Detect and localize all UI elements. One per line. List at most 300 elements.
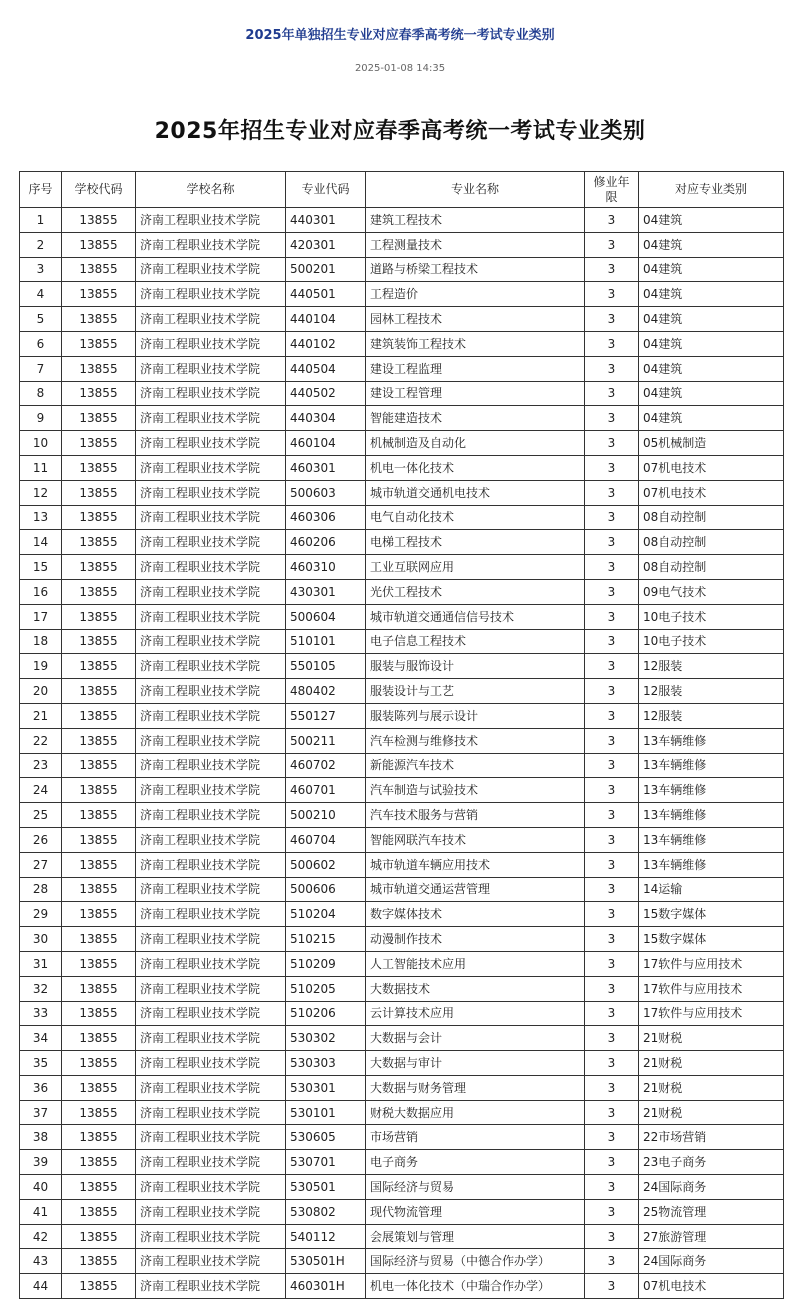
cell-years: 3	[585, 976, 639, 1001]
cell-major-name: 工业互联网应用	[366, 555, 585, 580]
cell-school-name: 济南工程职业技术学院	[136, 629, 286, 654]
table-row	[20, 1001, 784, 1026]
cell-seq: 9	[20, 406, 62, 431]
cell-category: 04建筑	[639, 406, 784, 431]
cell-school-code: 13855	[62, 505, 136, 530]
cell-school-name: 济南工程职业技术学院	[136, 1150, 286, 1175]
cell-seq: 20	[20, 679, 62, 704]
cell-school-code: 13855	[62, 431, 136, 456]
document-heading: 2025年招生专业对应春季高考统一考试专业类别	[154, 119, 646, 144]
cell-years: 3	[585, 282, 639, 307]
cell-category: 04建筑	[639, 208, 784, 233]
cell-category: 12服装	[639, 703, 784, 728]
cell-school-name: 济南工程职业技术学院	[136, 356, 286, 381]
table-row	[20, 1249, 784, 1274]
cell-seq: 43	[20, 1249, 62, 1274]
cell-years: 3	[585, 951, 639, 976]
cell-major-name: 智能建造技术	[366, 406, 585, 431]
cell-school-code: 13855	[62, 232, 136, 257]
cell-major-code: 500201	[286, 257, 366, 282]
cell-school-name: 济南工程职业技术学院	[136, 951, 286, 976]
cell-school-name: 济南工程职业技术学院	[136, 827, 286, 852]
header-major-name: 专业名称	[366, 172, 585, 208]
cell-school-name: 济南工程职业技术学院	[136, 753, 286, 778]
cell-school-code: 13855	[62, 976, 136, 1001]
cell-school-code: 13855	[62, 307, 136, 332]
cell-years: 3	[585, 232, 639, 257]
cell-years: 3	[585, 728, 639, 753]
cell-years: 3	[585, 208, 639, 233]
cell-category: 21财税	[639, 1100, 784, 1125]
cell-school-code: 13855	[62, 1150, 136, 1175]
table-row	[20, 827, 784, 852]
cell-school-name: 济南工程职业技术学院	[136, 406, 286, 431]
cell-category: 04建筑	[639, 232, 784, 257]
cell-category: 10电子技术	[639, 604, 784, 629]
cell-school-name: 济南工程职业技术学院	[136, 703, 286, 728]
cell-years: 3	[585, 1175, 639, 1200]
cell-major-name: 光伏工程技术	[366, 579, 585, 604]
cell-school-code: 13855	[62, 927, 136, 952]
cell-school-code: 13855	[62, 703, 136, 728]
table-row	[20, 1100, 784, 1125]
cell-major-name: 电梯工程技术	[366, 530, 585, 555]
cell-category: 15数字媒体	[639, 902, 784, 927]
cell-major-name: 机电一体化技术	[366, 455, 585, 480]
cell-category: 13车辆维修	[639, 728, 784, 753]
cell-seq: 27	[20, 852, 62, 877]
cell-school-name: 济南工程职业技术学院	[136, 604, 286, 629]
cell-major-name: 城市轨道交通机电技术	[366, 480, 585, 505]
cell-seq: 8	[20, 381, 62, 406]
cell-seq: 33	[20, 1001, 62, 1026]
cell-major-code: 480402	[286, 679, 366, 704]
cell-major-name: 汽车检测与维修技术	[366, 728, 585, 753]
cell-school-name: 济南工程职业技术学院	[136, 1051, 286, 1076]
cell-major-code: 460104	[286, 431, 366, 456]
cell-school-name: 济南工程职业技术学院	[136, 331, 286, 356]
cell-years: 3	[585, 803, 639, 828]
cell-school-name: 济南工程职业技术学院	[136, 208, 286, 233]
cell-school-name: 济南工程职业技术学院	[136, 505, 286, 530]
cell-years: 3	[585, 1150, 639, 1175]
cell-major-name: 服装陈列与展示设计	[366, 703, 585, 728]
cell-major-name: 城市轨道交通运营管理	[366, 877, 585, 902]
cell-category: 04建筑	[639, 257, 784, 282]
cell-major-code: 440304	[286, 406, 366, 431]
cell-major-code: 510204	[286, 902, 366, 927]
cell-category: 24国际商务	[639, 1175, 784, 1200]
cell-school-name: 济南工程职业技术学院	[136, 1075, 286, 1100]
header-seq: 序号	[20, 172, 62, 208]
cell-school-name: 济南工程职业技术学院	[136, 1125, 286, 1150]
cell-major-name: 机械制造及自动化	[366, 431, 585, 456]
cell-years: 3	[585, 679, 639, 704]
cell-years: 3	[585, 406, 639, 431]
cell-seq: 40	[20, 1175, 62, 1200]
cell-major-code: 530101	[286, 1100, 366, 1125]
cell-years: 3	[585, 703, 639, 728]
cell-major-name: 建设工程管理	[366, 381, 585, 406]
cell-major-name: 智能网联汽车技术	[366, 827, 585, 852]
table-row	[20, 505, 784, 530]
cell-seq: 6	[20, 331, 62, 356]
cell-school-name: 济南工程职业技术学院	[136, 530, 286, 555]
cell-school-code: 13855	[62, 480, 136, 505]
cell-category: 21财税	[639, 1075, 784, 1100]
table-row	[20, 753, 784, 778]
table-row	[20, 1051, 784, 1076]
cell-major-code: 420301	[286, 232, 366, 257]
cell-school-name: 济南工程职业技术学院	[136, 257, 286, 282]
table-row	[20, 257, 784, 282]
table-row	[20, 1199, 784, 1224]
table-row	[20, 1075, 784, 1100]
table-row	[20, 1274, 784, 1299]
cell-seq: 22	[20, 728, 62, 753]
cell-school-name: 济南工程职业技术学院	[136, 232, 286, 257]
cell-school-code: 13855	[62, 331, 136, 356]
cell-major-code: 460701	[286, 778, 366, 803]
cell-school-code: 13855	[62, 1001, 136, 1026]
cell-major-code: 440104	[286, 307, 366, 332]
cell-years: 3	[585, 902, 639, 927]
cell-seq: 36	[20, 1075, 62, 1100]
cell-school-code: 13855	[62, 1249, 136, 1274]
cell-school-name: 济南工程职业技术学院	[136, 852, 286, 877]
cell-major-code: 440502	[286, 381, 366, 406]
cell-seq: 14	[20, 530, 62, 555]
cell-school-code: 13855	[62, 1199, 136, 1224]
cell-years: 3	[585, 1100, 639, 1125]
cell-category: 10电子技术	[639, 629, 784, 654]
cell-major-code: 430301	[286, 579, 366, 604]
cell-school-code: 13855	[62, 257, 136, 282]
cell-school-name: 济南工程职业技术学院	[136, 381, 286, 406]
cell-seq: 16	[20, 579, 62, 604]
cell-major-code: 500602	[286, 852, 366, 877]
cell-years: 3	[585, 852, 639, 877]
cell-school-code: 13855	[62, 778, 136, 803]
cell-seq: 34	[20, 1026, 62, 1051]
table-row	[20, 530, 784, 555]
table-row	[20, 728, 784, 753]
cell-category: 08自动控制	[639, 505, 784, 530]
cell-school-name: 济南工程职业技术学院	[136, 927, 286, 952]
cell-category: 27旅游管理	[639, 1224, 784, 1249]
cell-major-code: 500604	[286, 604, 366, 629]
cell-major-code: 550105	[286, 654, 366, 679]
cell-major-name: 电气自动化技术	[366, 505, 585, 530]
table-row	[20, 1150, 784, 1175]
cell-years: 3	[585, 1026, 639, 1051]
cell-seq: 39	[20, 1150, 62, 1175]
cell-category: 07机电技术	[639, 480, 784, 505]
cell-major-code: 510101	[286, 629, 366, 654]
cell-major-code: 530701	[286, 1150, 366, 1175]
cell-school-code: 13855	[62, 951, 136, 976]
cell-school-code: 13855	[62, 530, 136, 555]
cell-years: 3	[585, 654, 639, 679]
cell-seq: 35	[20, 1051, 62, 1076]
cell-category: 05机械制造	[639, 431, 784, 456]
cell-major-code: 460301H	[286, 1274, 366, 1299]
cell-seq: 21	[20, 703, 62, 728]
cell-major-code: 460301	[286, 455, 366, 480]
header-major-code: 专业代码	[286, 172, 366, 208]
cell-seq: 37	[20, 1100, 62, 1125]
cell-seq: 32	[20, 976, 62, 1001]
cell-major-code: 510205	[286, 976, 366, 1001]
cell-major-code: 500211	[286, 728, 366, 753]
cell-category: 21财税	[639, 1051, 784, 1076]
cell-category: 22市场营销	[639, 1125, 784, 1150]
cell-category: 12服装	[639, 679, 784, 704]
publish-date: 2025-01-08 14:35	[354, 63, 446, 74]
table-row	[20, 431, 784, 456]
cell-category: 08自动控制	[639, 555, 784, 580]
cell-major-name: 大数据与财务管理	[366, 1075, 585, 1100]
cell-school-code: 13855	[62, 803, 136, 828]
cell-years: 3	[585, 877, 639, 902]
cell-major-code: 460310	[286, 555, 366, 580]
cell-major-code: 440504	[286, 356, 366, 381]
header-category: 对应专业类别	[639, 172, 784, 208]
cell-major-name: 国际经济与贸易（中德合作办学）	[366, 1249, 585, 1274]
cell-seq: 44	[20, 1274, 62, 1299]
cell-seq: 25	[20, 803, 62, 828]
cell-school-code: 13855	[62, 852, 136, 877]
table-row	[20, 307, 784, 332]
cell-years: 3	[585, 431, 639, 456]
cell-years: 3	[585, 604, 639, 629]
cell-category: 13车辆维修	[639, 778, 784, 803]
cell-major-code: 530303	[286, 1051, 366, 1076]
cell-category: 08自动控制	[639, 530, 784, 555]
cell-years: 3	[585, 1224, 639, 1249]
header-school-code: 学校代码	[62, 172, 136, 208]
cell-seq: 23	[20, 753, 62, 778]
cell-years: 3	[585, 331, 639, 356]
cell-major-name: 汽车制造与试验技术	[366, 778, 585, 803]
table-row	[20, 331, 784, 356]
cell-school-code: 13855	[62, 877, 136, 902]
cell-school-code: 13855	[62, 455, 136, 480]
cell-school-name: 济南工程职业技术学院	[136, 1175, 286, 1200]
cell-years: 3	[585, 381, 639, 406]
cell-seq: 13	[20, 505, 62, 530]
cell-category: 07机电技术	[639, 455, 784, 480]
cell-seq: 3	[20, 257, 62, 282]
cell-category: 17软件与应用技术	[639, 976, 784, 1001]
table-row	[20, 803, 784, 828]
cell-school-code: 13855	[62, 555, 136, 580]
cell-seq: 31	[20, 951, 62, 976]
cell-school-name: 济南工程职业技术学院	[136, 307, 286, 332]
cell-major-code: 440501	[286, 282, 366, 307]
cell-category: 13车辆维修	[639, 827, 784, 852]
cell-school-name: 济南工程职业技术学院	[136, 728, 286, 753]
cell-major-code: 530501	[286, 1175, 366, 1200]
cell-seq: 10	[20, 431, 62, 456]
cell-school-name: 济南工程职业技术学院	[136, 431, 286, 456]
cell-category: 17软件与应用技术	[639, 1001, 784, 1026]
table-row	[20, 852, 784, 877]
table-row	[20, 555, 784, 580]
cell-major-code: 500603	[286, 480, 366, 505]
cell-years: 3	[585, 1199, 639, 1224]
cell-school-code: 13855	[62, 356, 136, 381]
cell-major-code: 460306	[286, 505, 366, 530]
cell-category: 09电气技术	[639, 579, 784, 604]
cell-school-code: 13855	[62, 1026, 136, 1051]
cell-major-code: 530605	[286, 1125, 366, 1150]
cell-years: 3	[585, 1274, 639, 1299]
table-row	[20, 282, 784, 307]
cell-years: 3	[585, 579, 639, 604]
cell-school-code: 13855	[62, 728, 136, 753]
cell-major-name: 人工智能技术应用	[366, 951, 585, 976]
cell-years: 3	[585, 555, 639, 580]
table-row	[20, 455, 784, 480]
cell-years: 3	[585, 257, 639, 282]
cell-school-code: 13855	[62, 629, 136, 654]
cell-school-name: 济南工程职业技术学院	[136, 455, 286, 480]
cell-major-name: 工程测量技术	[366, 232, 585, 257]
cell-school-name: 济南工程职业技术学院	[136, 1026, 286, 1051]
cell-school-name: 济南工程职业技术学院	[136, 282, 286, 307]
cell-years: 3	[585, 778, 639, 803]
table-row	[20, 208, 784, 233]
cell-seq: 38	[20, 1125, 62, 1150]
table-row	[20, 927, 784, 952]
cell-seq: 4	[20, 282, 62, 307]
cell-seq: 1	[20, 208, 62, 233]
cell-major-code: 500210	[286, 803, 366, 828]
cell-school-code: 13855	[62, 1100, 136, 1125]
cell-major-name: 建设工程监理	[366, 356, 585, 381]
cell-school-code: 13855	[62, 381, 136, 406]
table-header-row	[20, 172, 784, 208]
cell-category: 04建筑	[639, 282, 784, 307]
cell-seq: 2	[20, 232, 62, 257]
cell-school-name: 济南工程职业技术学院	[136, 654, 286, 679]
cell-school-code: 13855	[62, 654, 136, 679]
cell-school-name: 济南工程职业技术学院	[136, 1274, 286, 1299]
cell-category: 13车辆维修	[639, 803, 784, 828]
cell-category: 13车辆维修	[639, 753, 784, 778]
cell-major-name: 城市轨道交通通信信号技术	[366, 604, 585, 629]
cell-major-code: 460206	[286, 530, 366, 555]
cell-category: 25物流管理	[639, 1199, 784, 1224]
table-row	[20, 629, 784, 654]
cell-seq: 12	[20, 480, 62, 505]
cell-major-name: 建筑装饰工程技术	[366, 331, 585, 356]
table-row	[20, 1175, 784, 1200]
cell-seq: 30	[20, 927, 62, 952]
cell-major-code: 510209	[286, 951, 366, 976]
cell-years: 3	[585, 827, 639, 852]
cell-school-name: 济南工程职业技术学院	[136, 877, 286, 902]
cell-category: 15数字媒体	[639, 927, 784, 952]
cell-school-name: 济南工程职业技术学院	[136, 976, 286, 1001]
cell-major-name: 大数据技术	[366, 976, 585, 1001]
cell-major-name: 国际经济与贸易	[366, 1175, 585, 1200]
cell-school-name: 济南工程职业技术学院	[136, 679, 286, 704]
cell-school-code: 13855	[62, 902, 136, 927]
cell-major-name: 服装与服饰设计	[366, 654, 585, 679]
cell-school-name: 济南工程职业技术学院	[136, 803, 286, 828]
cell-category: 04建筑	[639, 307, 784, 332]
cell-seq: 18	[20, 629, 62, 654]
cell-category: 21财税	[639, 1026, 784, 1051]
cell-category: 07机电技术	[639, 1274, 784, 1299]
cell-school-name: 济南工程职业技术学院	[136, 1100, 286, 1125]
cell-school-code: 13855	[62, 1274, 136, 1299]
cell-category: 23电子商务	[639, 1150, 784, 1175]
cell-school-code: 13855	[62, 1175, 136, 1200]
cell-major-code: 460704	[286, 827, 366, 852]
cell-seq: 41	[20, 1199, 62, 1224]
table-row	[20, 406, 784, 431]
cell-school-name: 济南工程职业技术学院	[136, 579, 286, 604]
table-row	[20, 679, 784, 704]
cell-major-name: 电子信息工程技术	[366, 629, 585, 654]
cell-school-name: 济南工程职业技术学院	[136, 1224, 286, 1249]
cell-school-code: 13855	[62, 679, 136, 704]
cell-seq: 7	[20, 356, 62, 381]
cell-school-name: 济南工程职业技术学院	[136, 1249, 286, 1274]
cell-years: 3	[585, 1249, 639, 1274]
cell-seq: 28	[20, 877, 62, 902]
cell-school-name: 济南工程职业技术学院	[136, 778, 286, 803]
cell-major-name: 服装设计与工艺	[366, 679, 585, 704]
cell-school-name: 济南工程职业技术学院	[136, 1199, 286, 1224]
cell-school-name: 济南工程职业技术学院	[136, 902, 286, 927]
table-row	[20, 232, 784, 257]
cell-major-name: 会展策划与管理	[366, 1224, 585, 1249]
cell-seq: 17	[20, 604, 62, 629]
header-years: 修业年限	[585, 172, 639, 208]
cell-seq: 19	[20, 654, 62, 679]
cell-major-name: 新能源汽车技术	[366, 753, 585, 778]
cell-seq: 29	[20, 902, 62, 927]
cell-years: 3	[585, 753, 639, 778]
table-row	[20, 703, 784, 728]
cell-major-code: 440301	[286, 208, 366, 233]
cell-major-code: 550127	[286, 703, 366, 728]
table-row	[20, 902, 784, 927]
cell-years: 3	[585, 505, 639, 530]
cell-category: 24国际商务	[639, 1249, 784, 1274]
cell-school-code: 13855	[62, 604, 136, 629]
cell-school-code: 13855	[62, 1075, 136, 1100]
cell-seq: 24	[20, 778, 62, 803]
cell-major-code: 440102	[286, 331, 366, 356]
cell-school-code: 13855	[62, 1051, 136, 1076]
cell-major-name: 大数据与审计	[366, 1051, 585, 1076]
cell-seq: 42	[20, 1224, 62, 1249]
cell-school-name: 济南工程职业技术学院	[136, 480, 286, 505]
cell-major-name: 机电一体化技术（中瑞合作办学）	[366, 1274, 585, 1299]
cell-major-code: 530302	[286, 1026, 366, 1051]
cell-school-name: 济南工程职业技术学院	[136, 555, 286, 580]
article-title: 2025年单独招生专业对应春季高考统一考试专业类别	[245, 28, 555, 43]
cell-major-name: 工程造价	[366, 282, 585, 307]
cell-major-code: 540112	[286, 1224, 366, 1249]
cell-seq: 15	[20, 555, 62, 580]
cell-years: 3	[585, 1075, 639, 1100]
